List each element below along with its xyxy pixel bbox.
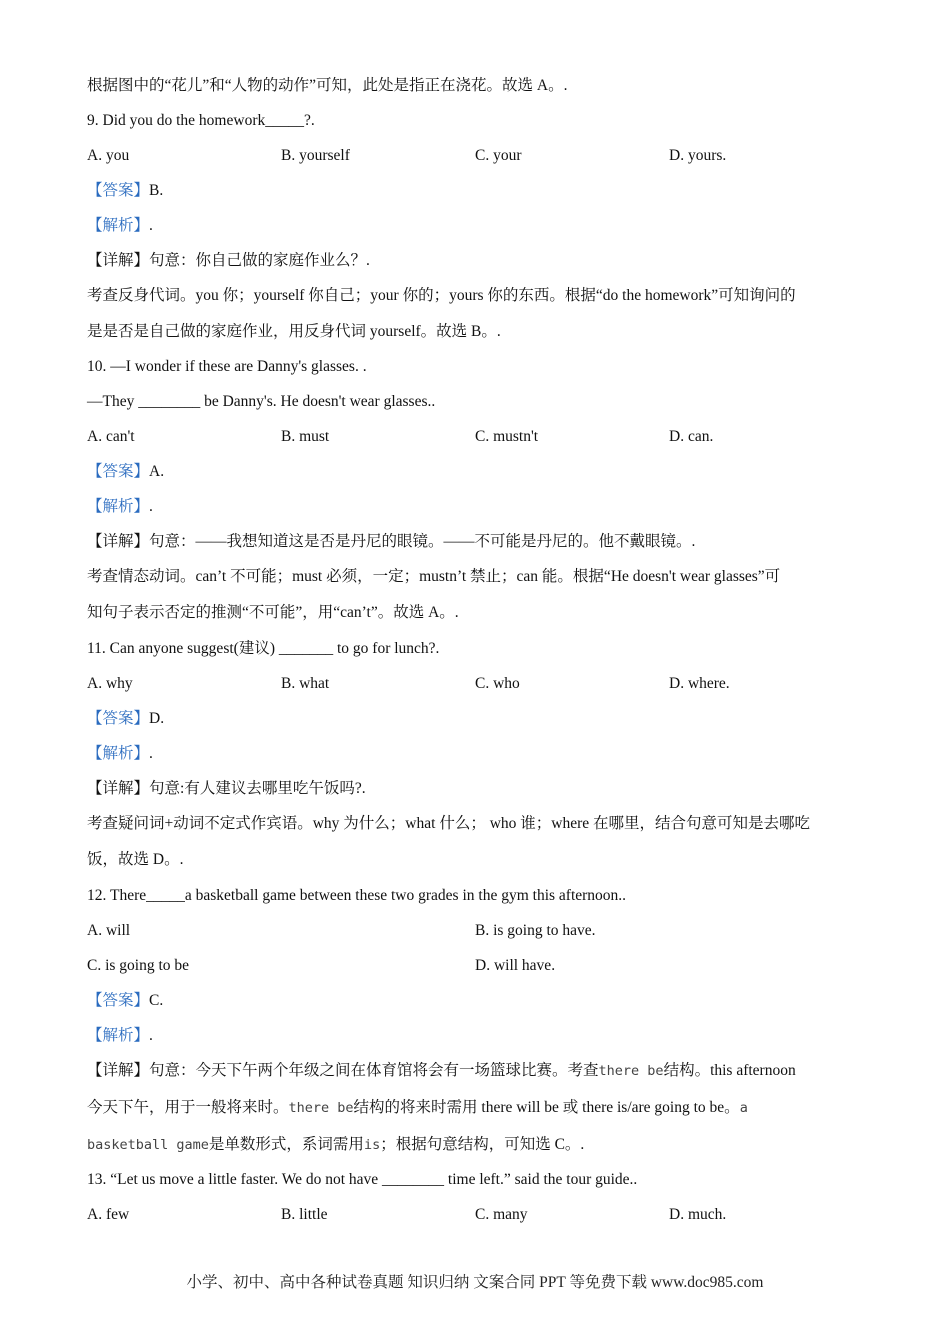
question-12: 12. There_____a basketball game between these two grades in the gym this afternoon..: [87, 887, 627, 904]
answer-line: 【答案】B.: [87, 182, 164, 199]
code-text: there be: [288, 1100, 354, 1116]
answer-tag: 【答案】: [87, 992, 150, 1009]
answer-line: 【答案】C.: [87, 992, 164, 1009]
explanation-line: basketball game是单数形式，系词需用is；根据句意结构，可知选 C。.: [87, 1136, 585, 1153]
option-b: B. little: [281, 1206, 328, 1223]
answer-line: 【答案】D.: [87, 710, 165, 727]
option-d: D. will have.: [475, 957, 556, 974]
option-a: A. why: [87, 675, 133, 692]
explanation-line: 知句子表示否定的推测“不可能”，用“can’t”。故选 A。.: [87, 604, 459, 621]
analysis-line: 【解析】.: [87, 498, 153, 515]
options-q10: [87, 427, 867, 447]
analysis-tag: 【解析】: [87, 498, 150, 515]
explanation-line: 是是否是自己做的家庭作业，用反身代词 yourself。故选 B。.: [87, 323, 501, 340]
explanation-line: 考查反身代词。you 你；yourself 你自己；your 你的；yours 你的东西。根据“do the homework”可知询问的: [87, 287, 796, 304]
detail-line: 【详解】句意：今天下午两个年级之间在体育馆将会有一场篮球比赛。考查there be结构。this afternoon: [87, 1062, 796, 1079]
text-line: 根据图中的“花儿”和“人物的动作”可知，此处是指正在浇花。故选 A。.: [87, 77, 568, 94]
analysis-line: 【解析】.: [87, 745, 153, 762]
page-footer: 小学、初中、高中各种试卷真题 知识归纳 文案合同 PPT 等免费下载 www.doc985.com: [186, 1274, 764, 1291]
options-q9: [87, 146, 867, 166]
option-c: C. many: [475, 1206, 528, 1223]
option-b: B. yourself: [281, 147, 350, 164]
option-a: A. can't: [87, 428, 135, 445]
options-q11: [87, 674, 867, 694]
question-10: 10. —I wonder if these are Danny's glasses. .: [87, 358, 367, 375]
explanation-line: 今天下午，用于一般将来时。there be结构的将来时需用 there will be 或 there is/are going to be。a: [87, 1099, 748, 1116]
answer-tag: 【答案】: [87, 182, 150, 199]
explanation-line: 考查情态动词。can’t 不可能；must 必须，一定；mustn’t 禁止；can 能。根据“He doesn't wear glasses”可: [87, 568, 781, 585]
analysis-tag: 【解析】: [87, 1027, 150, 1044]
detail-tag: 【详解】: [87, 1062, 150, 1079]
detail-tag: 【详解】: [87, 780, 150, 797]
option-c: C. your: [475, 147, 522, 164]
option-d: D. can.: [669, 428, 714, 445]
analysis-line: 【解析】.: [87, 1027, 153, 1044]
detail-tag: 【详解】: [87, 533, 150, 550]
options-q12-row1: [87, 921, 867, 941]
option-b: B. is going to have.: [475, 922, 596, 939]
option-a: A. will: [87, 922, 131, 939]
detail-line: 【详解】句意：——我想知道这是否是丹尼的眼镜。——不可能是丹尼的。他不戴眼镜。.: [87, 533, 696, 550]
answer-tag: 【答案】: [87, 710, 150, 727]
option-b: B. must: [281, 428, 330, 445]
option-b: B. what: [281, 675, 330, 692]
option-c: C. who: [475, 675, 520, 692]
detail-line: 【详解】句意：你自己做的家庭作业么？.: [87, 252, 370, 269]
option-d: D. yours.: [669, 147, 727, 164]
code-text: a: [739, 1100, 748, 1116]
options-q13: [87, 1205, 867, 1225]
options-q12-row2: [87, 956, 867, 976]
question-9: 9. Did you do the homework_____?.: [87, 112, 315, 129]
option-c: C. mustn't: [475, 428, 539, 445]
question-11: 11. Can anyone suggest(建议) _______ to go for lunch?.: [87, 640, 440, 657]
answer-tag: 【答案】: [87, 463, 150, 480]
explanation-line: 饭，故选 D。.: [87, 851, 184, 868]
detail-line: 【详解】句意:有人建议去哪里吃午饭吗?.: [87, 780, 366, 797]
answer-line: 【答案】A.: [87, 463, 165, 480]
question-10-reply: —They ________ be Danny's. He doesn't wear glasses..: [87, 393, 436, 410]
analysis-tag: 【解析】: [87, 217, 150, 234]
analysis-line: 【解析】.: [87, 217, 153, 234]
option-c: C. is going to be: [87, 957, 190, 974]
option-d: D. where.: [669, 675, 730, 692]
option-d: D. much.: [669, 1206, 727, 1223]
code-text: there be: [598, 1063, 664, 1079]
explanation-line: 考查疑问词+动词不定式作宾语。why 为什么；what 什么； who 谁；where 在哪里，结合句意可知是去哪吃: [87, 815, 811, 832]
option-a: A. few: [87, 1206, 130, 1223]
question-13: 13. “Let us move a little faster. We do not have ________ time left.” said the tour guide..: [87, 1171, 638, 1188]
analysis-tag: 【解析】: [87, 745, 150, 762]
detail-tag: 【详解】: [87, 252, 150, 269]
code-text: basketball game: [87, 1137, 209, 1153]
option-a: A. you: [87, 147, 130, 164]
code-text: is: [363, 1137, 381, 1153]
